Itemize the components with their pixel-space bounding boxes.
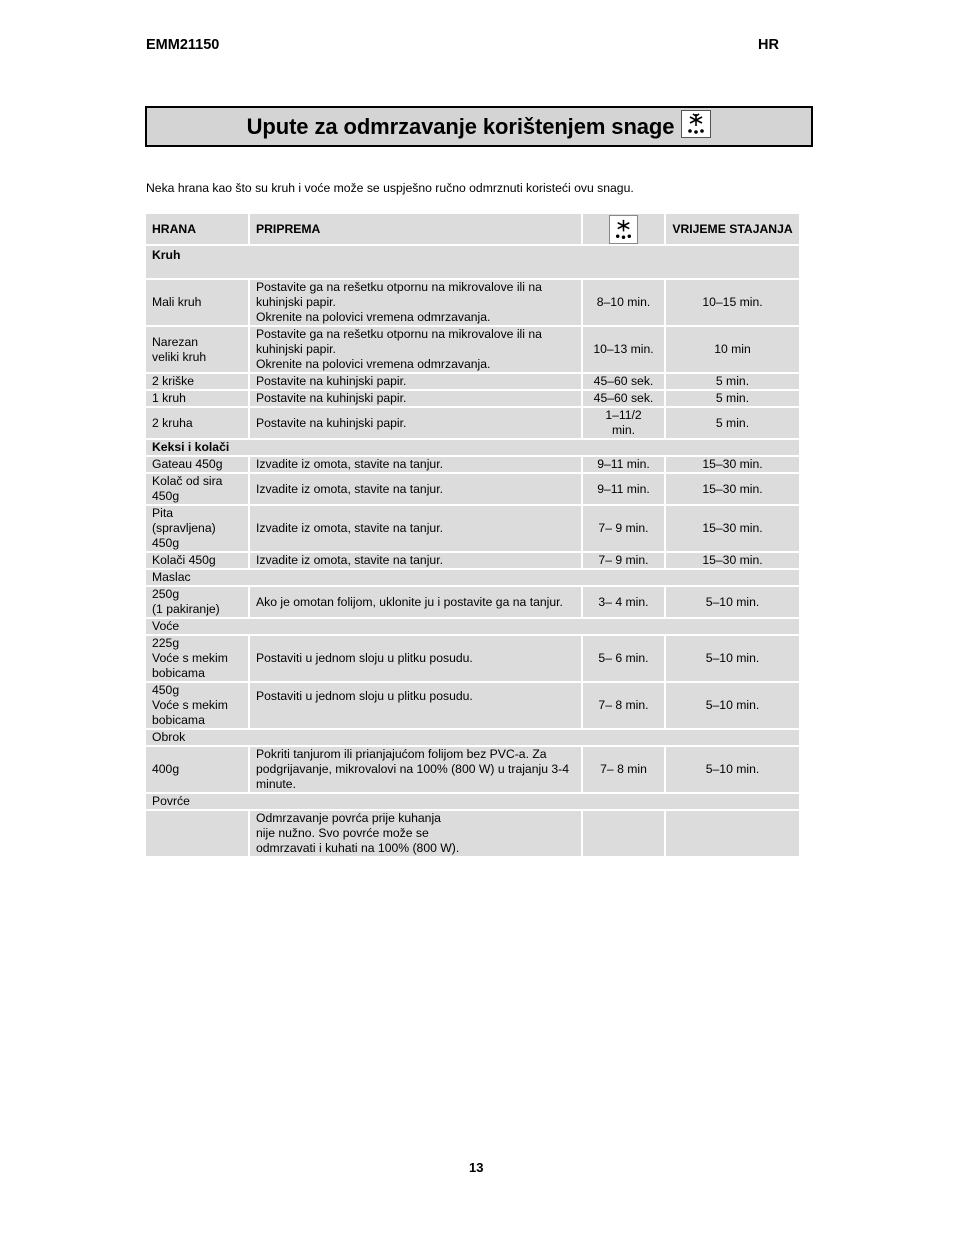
- row-time: 5– 6 min.: [583, 636, 664, 681]
- row-stand: 15–30 min.: [666, 474, 799, 504]
- row-prep: Postaviti u jednom sloju u plitku posudu.: [250, 636, 581, 681]
- row-time: 9–11 min.: [583, 457, 664, 472]
- section-voce: Voće: [146, 619, 799, 634]
- row-stand: 15–30 min.: [666, 457, 799, 472]
- row-food: Narezan veliki kruh: [146, 327, 248, 372]
- row-time: 1–11/2 min.: [583, 408, 664, 438]
- row-prep: Izvadite iz omota, stavite na tanjur.: [250, 474, 581, 504]
- row-prep: Postavite na kuhinjski papir.: [250, 391, 581, 406]
- row-time: 8–10 min.: [583, 280, 664, 325]
- row-stand: 5–10 min.: [666, 636, 799, 681]
- row-food: 225g Voće s mekim bobicama: [146, 636, 248, 681]
- row-prep: Izvadite iz omota, stavite na tanjur.: [250, 506, 581, 551]
- row-prep: Odmrzavanje povrća prije kuhanja nije nužno. Svo povrće može se odmrzavati i kuhati na 100% (800 W).: [250, 811, 581, 856]
- row-stand: 5–10 min.: [666, 587, 799, 617]
- title-box: [145, 106, 813, 147]
- section-povrce: Povrće: [146, 794, 799, 809]
- row-time: 45–60 sek.: [583, 391, 664, 406]
- row-stand: 5–10 min.: [666, 683, 799, 728]
- intro-text: Neka hrana kao što su kruh i voće može se uspješno ručno odmrznuti koristeći ovu snagu.: [146, 181, 634, 195]
- section-maslac: Maslac: [146, 570, 799, 585]
- row-prep: Postavite ga na rešetku otpornu na mikrovalove ili na kuhinjski papir. Okrenite na polovici vremena odmrzavanja.: [250, 280, 581, 325]
- row-food: 400g: [146, 747, 248, 792]
- row-prep: Izvadite iz omota, stavite na tanjur.: [250, 553, 581, 568]
- row-food: 2 kriške: [146, 374, 248, 389]
- row-food: Pita (spravljena) 450g: [146, 506, 248, 551]
- row-stand: 5 min.: [666, 391, 799, 406]
- row-stand: 5 min.: [666, 408, 799, 438]
- row-food: Gateau 450g: [146, 457, 248, 472]
- section-obrok: Obrok: [146, 730, 799, 745]
- row-food: 250g (1 pakiranje): [146, 587, 248, 617]
- row-stand: 5–10 min.: [666, 747, 799, 792]
- page-number: 13: [469, 1160, 484, 1175]
- row-food: 450g Voće s mekim bobicama: [146, 683, 248, 728]
- header-prep: PRIPREMA: [250, 214, 581, 244]
- row-food: [146, 811, 248, 856]
- row-time: 3– 4 min.: [583, 587, 664, 617]
- row-food: Kolač od sira 450g: [146, 474, 248, 504]
- row-stand: [666, 811, 799, 856]
- language-code: HR: [758, 37, 779, 53]
- page-title: Upute za odmrzavanje korištenjem snage: [246, 113, 675, 139]
- row-time: 45–60 sek.: [583, 374, 664, 389]
- row-prep: Pokriti tanjurom ili prianjajućom folijom bez PVC-a. Za podgrijavanje, mikrovalovi na 100% (800 W) u trajanju 3-4 minute.: [250, 747, 581, 792]
- row-prep: Postaviti u jednom sloju u plitku posudu.: [250, 683, 581, 728]
- header-defrost-icon-cell: [583, 214, 664, 244]
- row-stand: 15–30 min.: [666, 506, 799, 551]
- defrost-table: [144, 212, 801, 858]
- row-prep: Postavite na kuhinjski papir.: [250, 408, 581, 438]
- row-prep: Postavite na kuhinjski papir.: [250, 374, 581, 389]
- header-food: HRANA: [146, 214, 248, 244]
- row-stand: 15–30 min.: [666, 553, 799, 568]
- row-food: 2 kruha: [146, 408, 248, 438]
- row-stand: 10–15 min.: [666, 280, 799, 325]
- header-stand: VRIJEME STAJANJA: [666, 214, 799, 244]
- defrost-snowflake-icon: [609, 215, 638, 244]
- row-time: 7– 9 min.: [583, 506, 664, 551]
- row-prep: Izvadite iz omota, stavite na tanjur.: [250, 457, 581, 472]
- row-time: 7– 8 min.: [583, 683, 664, 728]
- row-food: 1 kruh: [146, 391, 248, 406]
- row-time: 7– 8 min: [583, 747, 664, 792]
- row-stand: 10 min: [666, 327, 799, 372]
- row-time: 10–13 min.: [583, 327, 664, 372]
- section-kruh: Kruh: [146, 246, 799, 278]
- row-time: 7– 9 min.: [583, 553, 664, 568]
- row-time: [583, 811, 664, 856]
- row-stand: 5 min.: [666, 374, 799, 389]
- row-food: Kolači 450g: [146, 553, 248, 568]
- row-prep: Ako je omotan folijom, uklonite ju i postavite ga na tanjur.: [250, 587, 581, 617]
- defrost-snowflake-icon: [681, 110, 711, 138]
- row-time: 9–11 min.: [583, 474, 664, 504]
- row-prep: Postavite ga na rešetku otpornu na mikrovalove ili na kuhinjski papir. Okrenite na polovici vremena odmrzavanja.: [250, 327, 581, 372]
- section-keksi: Keksi i kolači: [146, 440, 799, 455]
- model-number: EMM21150: [146, 37, 220, 53]
- row-food: Mali kruh: [146, 280, 248, 325]
